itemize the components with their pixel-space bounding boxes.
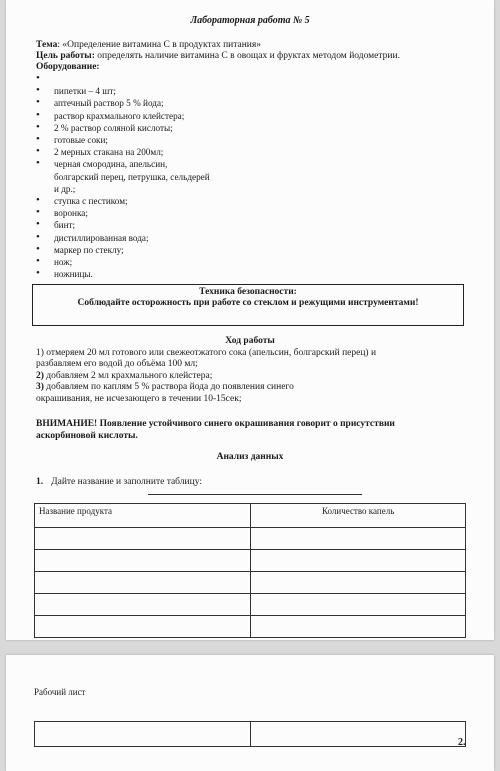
question-1 — [36, 477, 202, 487]
table-cell[interactable] — [251, 594, 466, 616]
header-drop-count: Количество капель — [251, 504, 466, 528]
step-1-text: отмеряем 20 мл готового или свежеотжатого сока (апельсин, болгарский перец) и — [43, 348, 377, 358]
equipment-item-line: • черная смородина, апельсин, — [54, 159, 168, 170]
equipment-item: • 2 мерных стакана на 200мл; — [36, 146, 276, 158]
table-cell[interactable] — [35, 550, 251, 572]
table-row — [35, 722, 466, 747]
step-2-text: добавляем 2 мл крахмального клейстера; — [43, 370, 213, 381]
procedure-title: Ход работы — [225, 336, 275, 346]
table-cell[interactable] — [251, 616, 466, 638]
table-cell[interactable] — [35, 722, 251, 747]
question-1-text: Дайте название и заполните таблицу: — [51, 477, 202, 487]
warning-line: аскорбиновой кислоты. — [36, 431, 138, 441]
table-cell[interactable] — [250, 722, 466, 747]
table-row — [35, 594, 466, 616]
step-1-number: 1) — [36, 348, 44, 358]
step-1 — [36, 348, 456, 359]
equipment-item: • воронка; — [36, 207, 276, 219]
table-cell[interactable] — [35, 572, 251, 594]
goal-label: Цель работы: — [36, 51, 95, 61]
step-2-number: 2) — [36, 370, 44, 381]
table-row — [35, 550, 466, 572]
table-cell[interactable] — [251, 550, 466, 572]
table-row — [35, 528, 466, 550]
equipment-item: • раствор крахмального клейстера; — [36, 110, 276, 122]
equipment-label: Оборудование: — [36, 62, 100, 72]
goal-line — [36, 51, 400, 62]
safety-text: Соблюдайте осторожность при работе со стеклом и режущими инструментами! — [77, 298, 419, 308]
equipment-item-line: болгарский перец, петрушка, сельдерей — [54, 171, 210, 182]
equipment-list — [36, 73, 276, 280]
lab-title: Лабораторная работа № 5 — [190, 15, 310, 26]
procedure-steps — [36, 348, 456, 405]
goal-text: определять наличие витамина С в овощах и фруктах методом йодометрии. — [94, 51, 400, 61]
question-2-number: 2. — [458, 737, 466, 748]
equipment-item: • готовые соки; — [36, 134, 276, 146]
table-cell[interactable] — [35, 528, 251, 550]
safety-title: Техника безопасности: — [199, 287, 297, 297]
topic-line — [36, 40, 261, 51]
equipment-item: • ступка с пестиком; — [36, 195, 276, 207]
step-3-continuation: окрашивания, не исчезающего в течении 10-15сек; — [36, 393, 242, 404]
table-row — [35, 616, 466, 638]
analysis-title: Анализ данных — [216, 452, 284, 462]
table-header-row — [35, 504, 466, 528]
table-cell[interactable] — [35, 594, 251, 616]
step-2 — [36, 371, 456, 382]
safety-box — [32, 284, 464, 326]
answer-line[interactable] — [148, 494, 362, 495]
equipment-item: • маркер по стеклу; — [36, 244, 276, 256]
equipment-item: • аптечный раствор 5 % йода; — [36, 97, 276, 109]
topic-label: Тема — [36, 40, 58, 50]
equipment-item: • 2 % раствор соляной кислоты; — [36, 122, 276, 134]
step-3-text: добавляем по каплям 5 % раствора йода до появления синего — [43, 382, 294, 393]
equipment-item — [36, 73, 276, 85]
equipment-item: • бинт; — [36, 219, 276, 231]
product-drops-table — [34, 503, 466, 638]
worksheet-table — [34, 721, 466, 747]
worksheet-page-2 — [6, 655, 494, 771]
step-1-continuation: разбавляем его водой до объёма 100 мл; — [36, 359, 198, 370]
table-row — [35, 572, 466, 594]
topic-text: : «Определение витамина С в продуктах питания» — [57, 40, 262, 50]
warning-note — [36, 418, 466, 442]
worksheet-page-1 — [6, 0, 494, 640]
equipment-item-multiline — [36, 158, 276, 195]
worksheet-label: Рабочий лист — [34, 687, 86, 697]
table-cell[interactable] — [251, 572, 466, 594]
equipment-item: • дистиллированная вода; — [36, 232, 276, 244]
table-cell[interactable] — [251, 528, 466, 550]
header-product-name: Название продукта — [35, 504, 251, 528]
question-1-number: 1. — [36, 477, 44, 487]
equipment-item: • нож; — [36, 256, 276, 268]
equipment-item: • ножницы. — [36, 268, 276, 280]
step-3-number: 3) — [36, 382, 44, 393]
warning-line: ВНИМАНИЕ! Появление устойчивого синего окрашивания говорит о присутствии — [36, 419, 395, 429]
equipment-item: • пипетки – 4 шт; — [36, 85, 276, 97]
equipment-item-line: и др.; — [54, 183, 76, 194]
step-3 — [36, 382, 456, 393]
table-cell[interactable] — [35, 616, 251, 638]
